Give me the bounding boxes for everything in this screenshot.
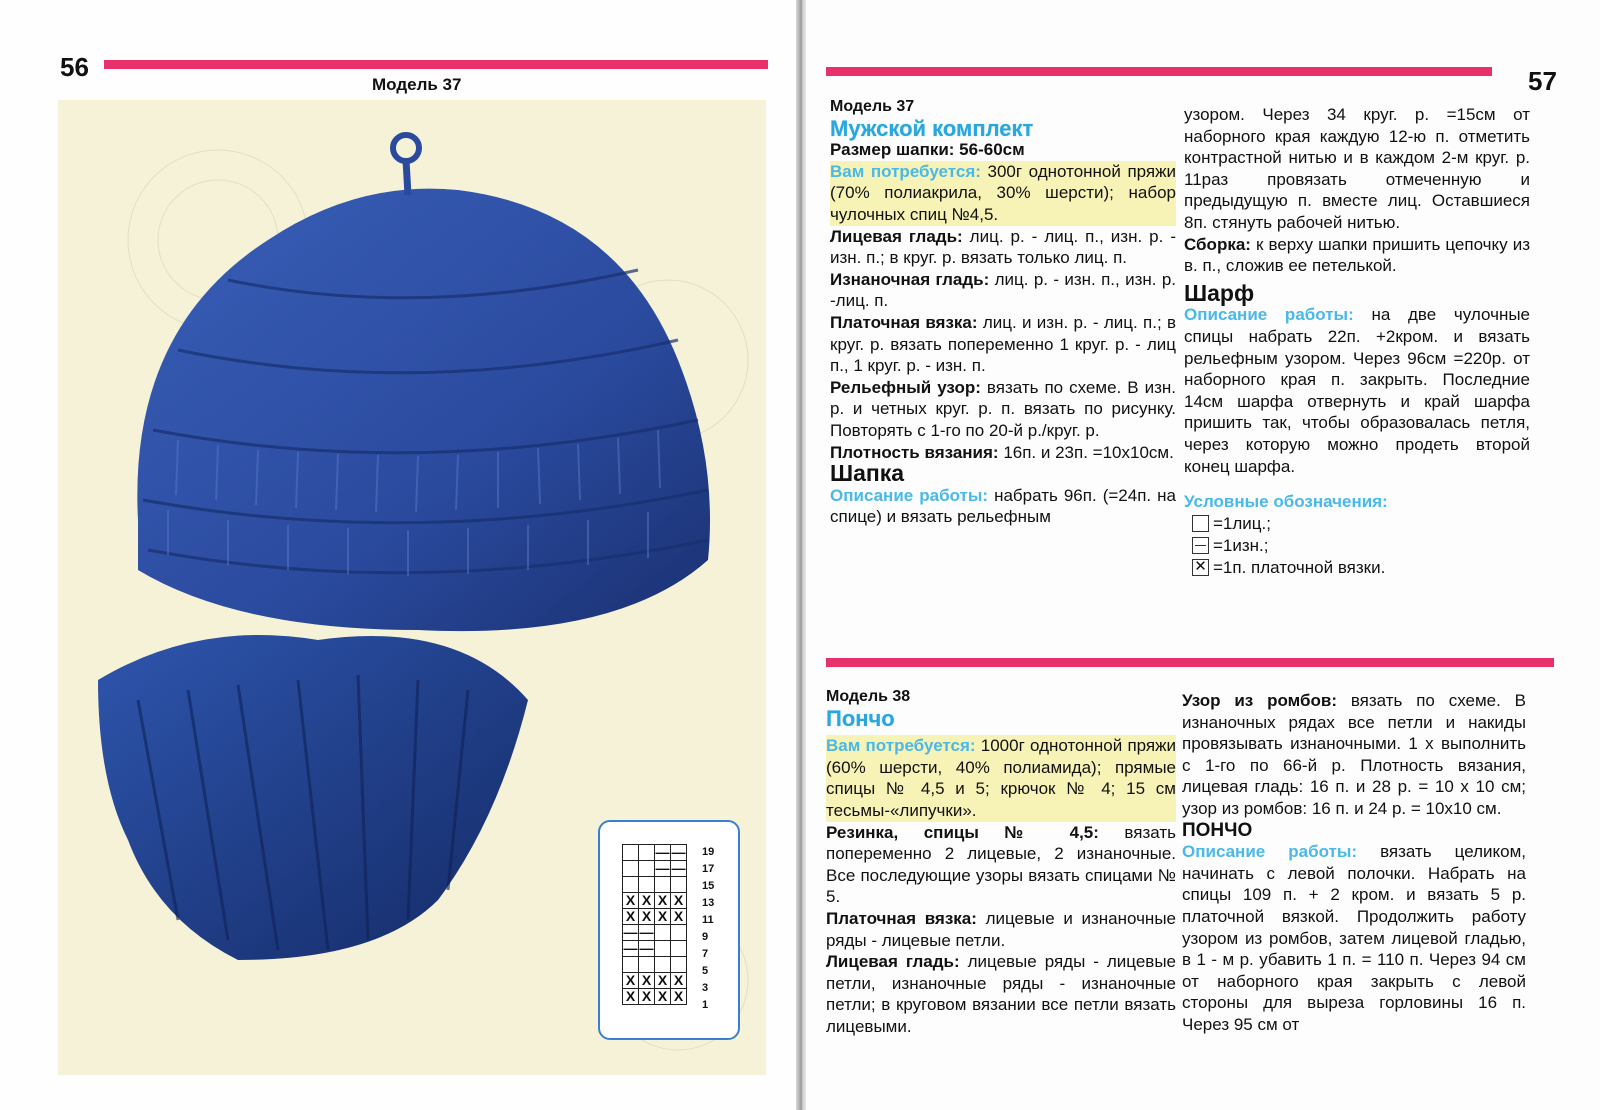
diamond-block [1182, 690, 1526, 820]
chart-cell [655, 957, 671, 973]
chart-cell: X [623, 989, 639, 1005]
chart-row-number: 3 [702, 982, 709, 994]
legend-title: Условные обозначения: [1184, 492, 1388, 512]
chart-cell: — [639, 940, 654, 956]
page-number-right: 57 [1528, 66, 1557, 96]
chart-cell: X [671, 893, 687, 909]
model38-garter-text: лицевые и изнаночные ряды - лицевые петли. [826, 908, 1176, 950]
chart-cell: X [623, 973, 639, 989]
assembly-label: Сборка: [1184, 234, 1251, 254]
chart-cell [623, 957, 639, 973]
assembly-text: к верху шапки пришить цепочку из в. п., сложив ее петелькой. [1184, 234, 1530, 276]
density-label: Плотность вязания: [830, 442, 999, 462]
chart-cell [655, 941, 671, 957]
chart-row [623, 957, 687, 973]
model37-title: Мужской комплект [830, 115, 1034, 141]
chart-cell: — [639, 924, 654, 940]
chart-cell [639, 861, 655, 877]
model38-garter-label: Платочная вязка: [826, 908, 977, 928]
legend-garter-text: =1п. платочной вязки. [1213, 557, 1386, 577]
model38-materials-text: 1000г однотонной пряжи (60% шерсти, 40% полиамида); прямые спицы № 4,5 и 5; крючок № 4; 15 см тесьмы-«липучки». [826, 736, 1176, 820]
chart-cell: X [671, 989, 687, 1005]
chart-cell: X [671, 909, 687, 925]
scarf-desc-label: Описание работы: [1184, 305, 1354, 325]
rib-block [826, 822, 1176, 908]
poncho-desc-text: вязать целиком, начинать с левой полочки. Набрать на спицы 109 п. + 2 кром. и вязать 5 р. платочной вязкой. Продолжить работу узором из ромбов, затем лицевой гладью, в 1 - м р. убавить 1 п. = 110 п. Через 94 см от наборного края закрыть с левой стороны для выреза горловины 16 п. Через 95 см от [1182, 842, 1527, 1034]
chart-cell: — [671, 860, 686, 876]
chart-cell [623, 877, 639, 893]
reverse-stockinette-label: Изнаночная гладь: [830, 269, 990, 289]
chart-row [623, 893, 687, 909]
relief-pattern-chart [598, 820, 740, 1040]
purl-symbol-icon [1192, 537, 1209, 554]
pink-rule-top [826, 67, 1492, 76]
model38-label: Модель 38 [826, 688, 911, 705]
chart-cell: — [671, 844, 686, 860]
chart-row [623, 925, 687, 941]
right-page [806, 0, 1600, 1110]
chart-row-number: 5 [702, 965, 709, 977]
hat-size: Размер шапки: 56-60см [830, 140, 1025, 160]
chart-cell: X [623, 893, 639, 909]
chart-row [623, 989, 687, 1005]
chart-row-number: 7 [702, 948, 709, 960]
chart-cell: X [655, 893, 671, 909]
chart-row-number: 17 [702, 863, 715, 875]
chart-cell [623, 861, 639, 877]
garter-block [830, 312, 1176, 377]
garter-text: лиц. и изн. р. - лиц. п.; в круг. р. вязать попеременно 1 круг. р. - лиц п., 1 круг. р. - изн. п. [830, 312, 1176, 376]
chart-cell [671, 925, 687, 941]
model38-garter-block [826, 908, 1176, 951]
relief-label: Рельефный узор: [830, 377, 981, 397]
relief-text: вязать по схеме. В изн. р. и четных круг. р. п. вязать по рисунку. Повторять с 1-го по 20-й р./круг. р. [830, 377, 1176, 440]
rib-text: вязать попеременно 2 лицевые, 2 изнаночные. Все последующие узоры вязать спицами № 5. [826, 822, 1176, 907]
chart-cell: X [639, 973, 655, 989]
chart-cell [639, 957, 655, 973]
chart-row [623, 941, 687, 957]
model38-stockinette-block [826, 951, 1176, 1037]
model37-label: Модель 37 [830, 98, 915, 115]
chart-row [623, 877, 687, 893]
chart-row-number: 19 [702, 846, 715, 858]
garter-symbol-icon: ✕ [1192, 559, 1209, 576]
reverse-stockinette-block [830, 269, 1176, 312]
photo-caption: Модель 37 [372, 75, 462, 94]
hat-heading: Шапка [830, 460, 905, 487]
chart-cell [655, 925, 671, 941]
chart-cell [671, 957, 687, 973]
model38-title: Пончо [826, 705, 895, 731]
scarf-desc-block [1184, 304, 1530, 477]
chart-cell [655, 877, 671, 893]
legend-purl-text: =1изн.; [1213, 535, 1269, 555]
model38-stockinette-text: лицевые ряды - лицевые петли, изнаночные ряды - изнаночные петли; в круговом вязании все петли вязать лицевыми. [826, 952, 1176, 1036]
chart-cell: X [655, 973, 671, 989]
chart-cell: X [639, 893, 655, 909]
poncho-desc-label: Описание работы: [1182, 842, 1358, 862]
page-number-left: 56 [60, 52, 89, 82]
chart-cell [623, 845, 639, 861]
reverse-stockinette-text: лиц. р. - изн. п., изн. р. -лиц. п. [830, 269, 1176, 311]
materials-block [830, 161, 1176, 226]
legend-knit-text: =1лиц.; [1213, 513, 1271, 533]
scarf-heading: Шарф [1184, 279, 1255, 306]
relief-block [830, 377, 1176, 442]
chart-cell [639, 845, 655, 861]
model38-col1 [826, 686, 1176, 1038]
chart-cell: — [655, 860, 670, 876]
chart-cell: — [623, 940, 638, 956]
model37-col1 [830, 96, 1176, 528]
materials-text: 300г однотонной пряжи (70% полиакрила, 30% шерсти); набор чулочных спиц №4,5. [830, 161, 1176, 224]
poncho-desc-block [1182, 841, 1526, 1035]
chart-row-number: 1 [702, 999, 709, 1011]
legend-purl [1192, 535, 1530, 557]
chart-cell [671, 877, 687, 893]
chart-cell: — [623, 924, 638, 940]
diamond-text: вязать по схеме. В изнаночных рядах все петли и накиды провязывать изнаночными. 1 х выполнить с 1-го по 66-й р. Плотность вязания, лицевая гладь: 16 п. и 28 р. = 10 х 10 см; узор из ромбов: 16 п. и 24 р. = 10х10 см. [1182, 691, 1526, 818]
chart-row-number: 13 [702, 897, 715, 909]
rib-label: Резинка, спицы № 4,5: [826, 822, 1099, 842]
chart-row-number: 15 [702, 880, 715, 892]
knit-symbol-icon [1192, 515, 1209, 532]
model38-materials-label: Вам потребуется: [826, 736, 976, 756]
chart-row [623, 909, 687, 925]
pink-rule-left [104, 60, 768, 69]
chart-row-number: 11 [702, 914, 714, 926]
assembly-block [1184, 234, 1530, 277]
scarf-desc-text: на две чулочные спицы набрать 22п. +2кром. и вязать рельефным узором. Через 96см =220р. от наборного края п. закрыть. Последние 14см шарфа отвернуть и край шарфа пришить так, чтобы образовалась петля, через которую можно продеть второй конец шарфа. [1184, 305, 1530, 476]
legend-garter [1192, 557, 1530, 579]
diamond-label: Узор из ромбов: [1182, 691, 1337, 710]
chart-cell [671, 941, 687, 957]
density-text: 16п. и 23п. =10х10см. [998, 442, 1174, 462]
model37-col2 [1184, 104, 1530, 579]
chart-cell: X [639, 909, 655, 925]
hat-continuation: узором. Через 34 круг. р. =15см от наборного края каждую 12-ю п. отметить контрастной нитью и в каждом 2-м круг. р. 11раз провязать отмеченную и предыдущую п. вместе лиц. Оставшиеся 8п. стянуть рабочей нитью. [1184, 105, 1530, 232]
stockinette-text: лиц. р. - лиц. п., изн. р. - изн. п.; в круг. р. вязать только лиц. п. [830, 226, 1176, 268]
chart-cell: X [623, 909, 639, 925]
chart-cell [639, 877, 655, 893]
garter-label: Платочная вязка: [830, 312, 978, 332]
materials-label: Вам потребуется: [830, 161, 981, 181]
chart-cell: X [671, 973, 687, 989]
hat-desc-text: набрать 96п. (=24п. на спице) и вязать рельефным [830, 485, 1176, 527]
stockinette-block [830, 226, 1176, 269]
pink-rule-middle [826, 658, 1554, 667]
chart-row-numbers [702, 844, 714, 1014]
stockinette-label: Лицевая гладь: [830, 226, 963, 246]
chart-row [623, 973, 687, 989]
chart-cell: X [655, 909, 671, 925]
model38-materials-block [826, 735, 1176, 821]
legend-knit [1192, 513, 1530, 535]
poncho-heading: ПОНЧО [1182, 819, 1253, 841]
hat-desc-label: Описание работы: [830, 485, 989, 505]
model38-col2 [1182, 690, 1526, 1036]
chart-row [623, 861, 687, 877]
hat-desc-block [830, 485, 1176, 528]
model38-stockinette-label: Лицевая гладь: [826, 952, 960, 972]
chart-cell: X [639, 989, 655, 1005]
chart-cell: X [655, 989, 671, 1005]
chart-grid [622, 844, 687, 1005]
chart-cell: — [655, 844, 670, 860]
chart-row [623, 845, 687, 861]
chart-row-number: 9 [702, 931, 709, 943]
hat-scarf-photo [58, 100, 766, 1075]
